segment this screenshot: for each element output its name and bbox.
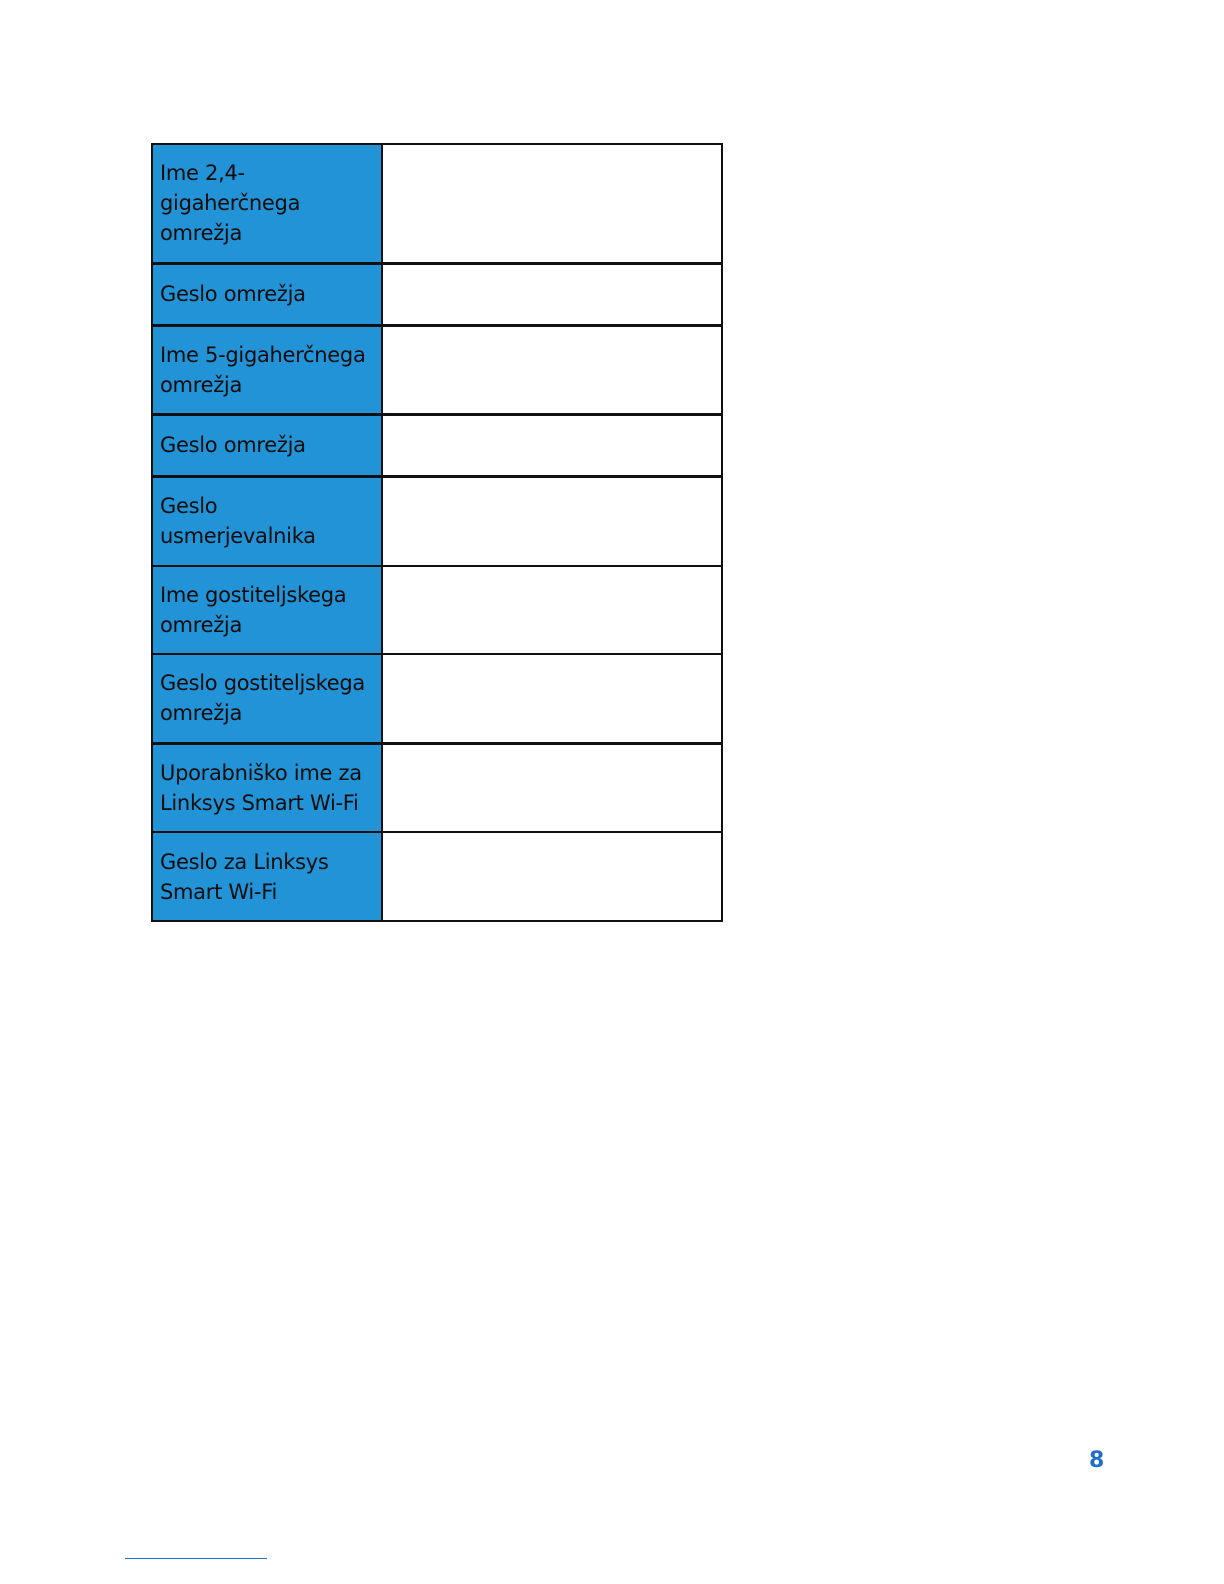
table-row xyxy=(152,414,722,476)
row-label-linksys-username xyxy=(152,743,382,832)
label-line: gigaherčnega xyxy=(160,191,301,216)
label-line: omrežja xyxy=(160,221,243,246)
value-24ghz-network-name[interactable] xyxy=(382,144,722,263)
value-guest-network-password[interactable] xyxy=(382,654,722,743)
label-line: Ime 5-gigaherčnega xyxy=(160,342,366,367)
label-line: usmerjevalnika xyxy=(160,524,316,549)
value-router-password[interactable] xyxy=(382,476,722,566)
row-label-guest-network-name xyxy=(152,566,382,654)
table-row xyxy=(152,566,722,654)
label-line: omrežja xyxy=(160,613,243,637)
label-line: Linksys Smart Wi-Fi xyxy=(160,790,359,815)
row-label-network-password xyxy=(152,263,382,325)
table-row xyxy=(152,476,722,566)
value-linksys-password[interactable] xyxy=(382,832,722,921)
table-row xyxy=(152,654,722,743)
table-row xyxy=(152,325,722,414)
row-label-5ghz-network-name xyxy=(152,325,382,414)
value-network-password[interactable] xyxy=(382,263,722,325)
table-row xyxy=(152,144,722,263)
value-network-password-2[interactable] xyxy=(382,414,722,476)
label-line: Smart Wi-Fi xyxy=(160,879,277,904)
label-line: Ime gostiteljskega xyxy=(160,583,347,607)
row-label-guest-network-password xyxy=(152,654,382,743)
footer-rule xyxy=(125,1558,267,1559)
row-label-linksys-password xyxy=(152,832,382,921)
value-5ghz-network-name[interactable] xyxy=(382,325,722,414)
label-line: Geslo omrežja xyxy=(160,282,306,306)
label-line: Geslo xyxy=(160,494,218,519)
row-label-24ghz-network-name xyxy=(152,144,382,263)
table-row xyxy=(152,832,722,921)
value-guest-network-name[interactable] xyxy=(382,566,722,654)
row-label-router-password xyxy=(152,476,382,566)
page-number: 8 xyxy=(1089,1448,1105,1473)
label-line: Ime 2,4- xyxy=(160,161,245,186)
label-line: Geslo gostiteljskega xyxy=(160,671,365,696)
table-row xyxy=(152,263,722,325)
row-label-network-password-2 xyxy=(152,414,382,476)
value-linksys-username[interactable] xyxy=(382,743,722,832)
label-line: omrežja xyxy=(160,372,243,397)
label-line: Geslo omrežja xyxy=(160,433,306,457)
label-line: Geslo za Linksys xyxy=(160,849,329,874)
label-line: omrežja xyxy=(160,701,243,726)
table-row xyxy=(152,743,722,832)
label-line: Uporabniško ime za xyxy=(160,760,362,785)
network-info-table xyxy=(151,143,723,922)
